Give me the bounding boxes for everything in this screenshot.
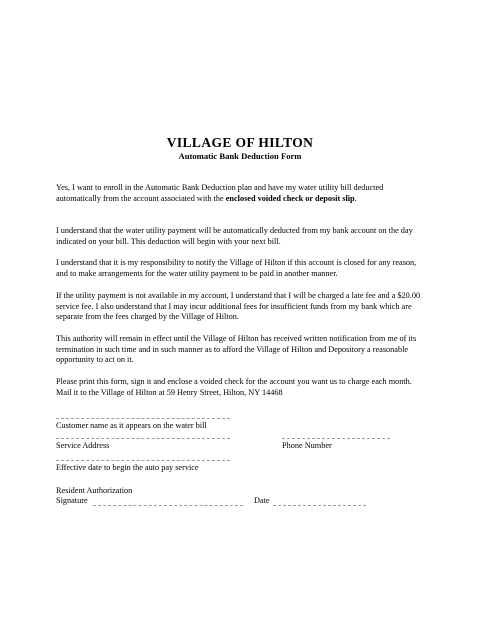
enrollment-paragraph — [56, 183, 426, 204]
fees-paragraph: If the utility payment is not available in my account, I understand that I will be charged a late fee and a $20.00 service fee. I also understand that I may incur additional fees for insufficient funds from my bank which are separate from the fees charged by the Village of Hilton. — [56, 291, 421, 321]
instructions-paragraph: Please print this form, sign it and enclose a voided check for the account you want us to charge each month. Mail it to the Village of Hilton at 59 Henry Street, Hilton, NY 14468 — [56, 377, 412, 397]
date-line[interactable] — [273, 505, 366, 506]
service-address-line[interactable] — [56, 438, 230, 439]
service-address-label: Service Address — [56, 441, 110, 450]
authority-paragraph: This authority will remain in effect until the Village of Hilton has received written notification from me of its termination in such time and in such manner as to afford the Village of Hilton and Depository a reasonable opportunity to act on it. — [56, 334, 417, 364]
date-label: Date — [254, 496, 270, 505]
effective-date-label: Effective date to begin the auto pay service — [56, 463, 199, 472]
page-subtitle: Automatic Bank Deduction Form — [178, 151, 302, 161]
deduction-paragraph: I understand that the water utility payment will be automatically deducted from my bank account on the day indicated on your bill. This deduction will begin with your next bill. — [56, 226, 413, 246]
responsibility-paragraph: I understand that it is my responsibility to notify the Village of Hilton if this account is closed for any reason, and to make arrangements for the water utility payment to be paid in another manner. — [56, 258, 417, 278]
signature-line[interactable] — [93, 505, 243, 506]
enrollment-bold-text: enclosed voided check or deposit slip — [225, 193, 355, 203]
resident-authorization-label: Resident Authorization — [56, 486, 133, 495]
effective-date-line[interactable] — [56, 460, 230, 461]
page-title: VILLAGE OF HILTON — [166, 135, 314, 150]
phone-number-label: Phone Number — [282, 441, 332, 450]
enrollment-end: . — [354, 193, 357, 203]
phone-number-line[interactable] — [282, 438, 390, 439]
enrollment-text: Yes, I want to enroll in the Automatic Bank Deduction plan and have my water utility bill deducted automatically from the account associated with the — [56, 183, 384, 203]
customer-name-line[interactable] — [56, 418, 230, 419]
customer-name-label: Customer name as it appears on the water bill — [56, 421, 207, 430]
signature-label: Signature — [56, 496, 88, 505]
